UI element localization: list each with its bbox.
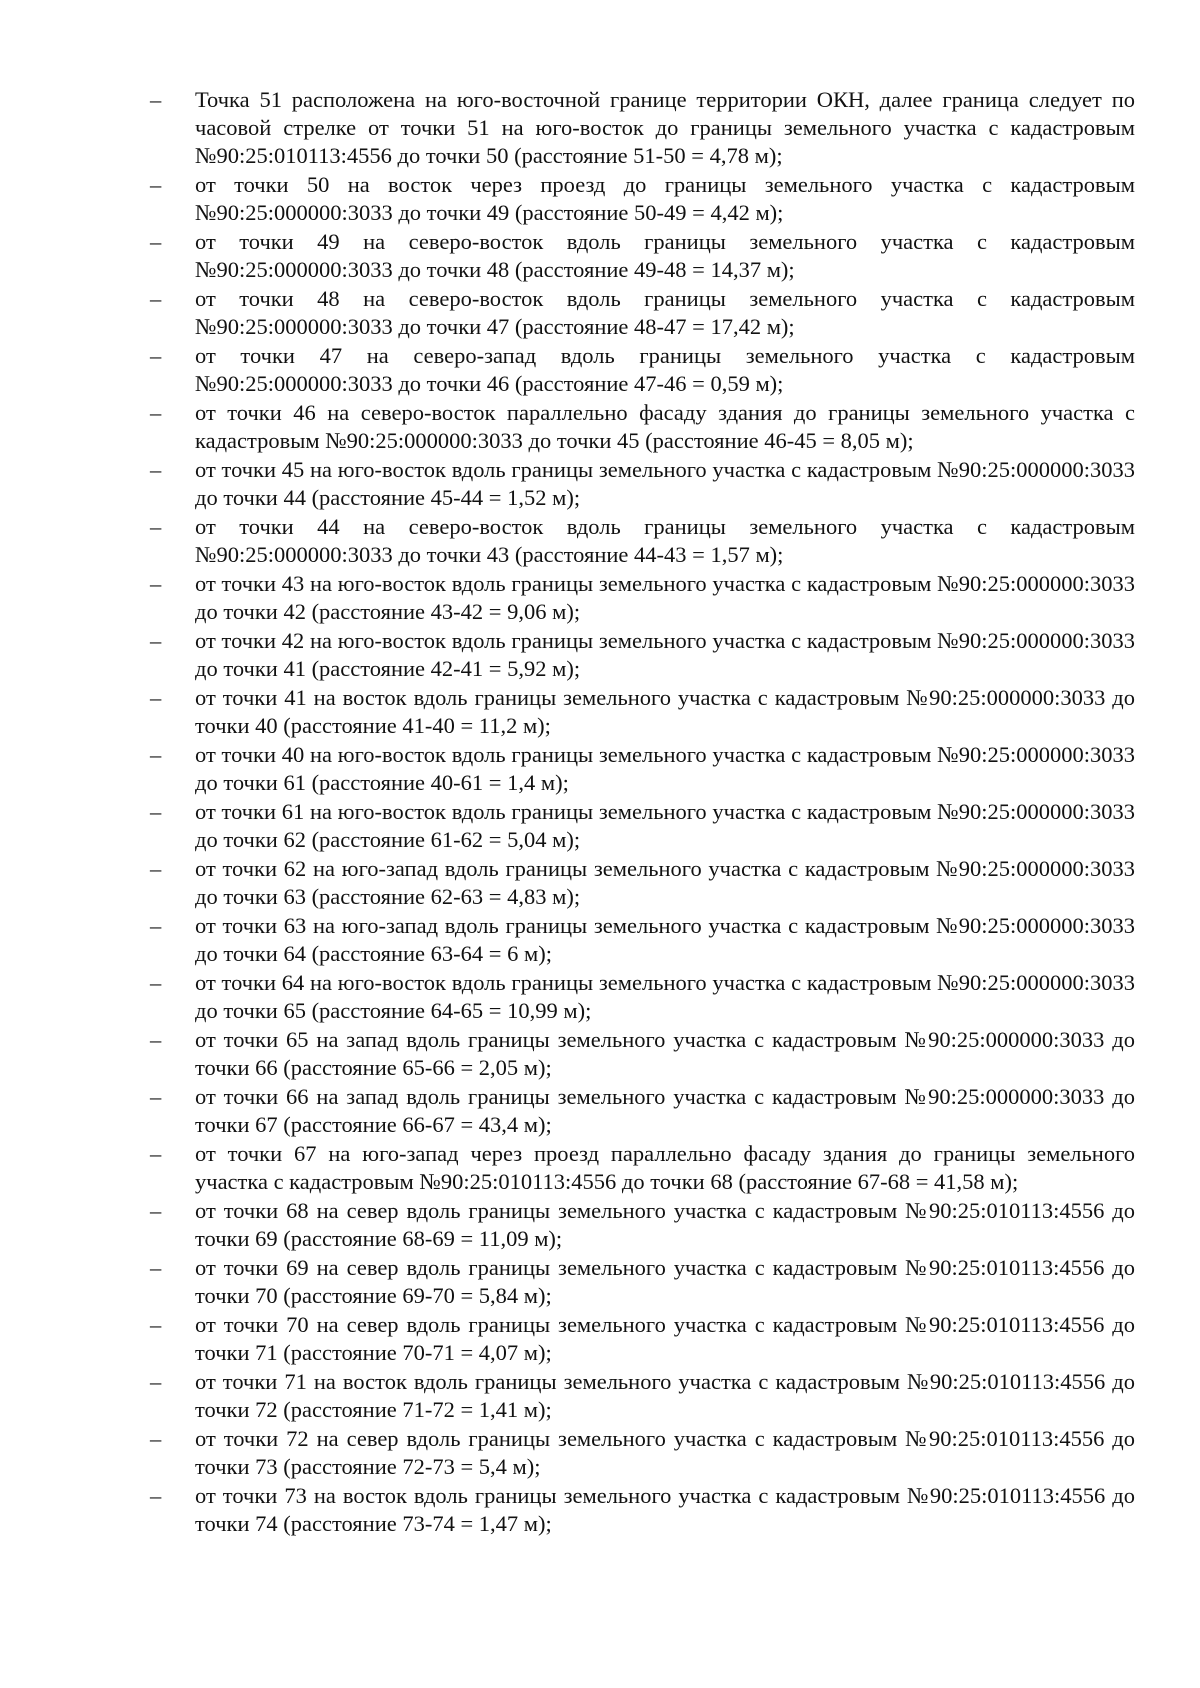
list-item <box>150 513 1135 569</box>
list-item <box>150 171 1135 227</box>
list-item <box>150 684 1135 740</box>
list-item <box>150 456 1135 512</box>
list-item-text: от точки 62 на юго-запад вдоль границы земельного участка с кадастровым №90:25:000000:3033 до точки 63 (расстояние 62-63 = 4,83 м); <box>195 856 1135 909</box>
list-item-text: от точки 46 на северо-восток параллельно фасаду здания до границы земельного участка с кадастровым №90:25:000000:3033 до точки 45 (расстояние 46-45 = 8,05 м); <box>195 400 1135 453</box>
list-bullet-dash: – <box>150 1084 162 1109</box>
list-bullet-dash: – <box>150 457 162 482</box>
list-item-text: от точки 69 на север вдоль границы земельного участка с кадастровым №90:25:010113:4556 до точки 70 (расстояние 69-70 = 5,84 м); <box>195 1255 1135 1308</box>
list-bullet-dash: – <box>150 1369 162 1394</box>
list-item-text: от точки 70 на север вдоль границы земельного участка с кадастровым №90:25:010113:4556 до точки 71 (расстояние 70-71 = 4,07 м); <box>195 1312 1135 1365</box>
list-item-text: от точки 65 на запад вдоль границы земельного участка с кадастровым №90:25:000000:3033 до точки 66 (расстояние 65-66 = 2,05 м); <box>195 1027 1135 1080</box>
list-item-text: от точки 48 на северо-восток вдоль границы земельного участка с кадастровым №90:25:000000:3033 до точки 47 (расстояние 48-47 = 17,42 м); <box>195 286 1135 339</box>
list-bullet-dash: – <box>150 1255 162 1280</box>
list-bullet-dash: – <box>150 87 162 112</box>
list-item <box>150 342 1135 398</box>
list-item-text: от точки 68 на север вдоль границы земельного участка с кадастровым №90:25:010113:4556 до точки 69 (расстояние 68-69 = 11,09 м); <box>195 1198 1135 1251</box>
list-bullet-dash: – <box>150 400 162 425</box>
list-item-text: от точки 41 на восток вдоль границы земельного участка с кадастровым №90:25:000000:3033 до точки 40 (расстояние 41-40 = 11,2 м); <box>195 685 1135 738</box>
list-item <box>150 399 1135 455</box>
list-item <box>150 1482 1135 1538</box>
list-bullet-dash: – <box>150 970 162 995</box>
list-bullet-dash: – <box>150 685 162 710</box>
list-item-text: от точки 40 на юго-восток вдоль границы земельного участка с кадастровым №90:25:000000:3033 до точки 61 (расстояние 40-61 = 1,4 м); <box>195 742 1135 795</box>
list-bullet-dash: – <box>150 856 162 881</box>
list-item <box>150 285 1135 341</box>
list-bullet-dash: – <box>150 571 162 596</box>
list-item <box>150 1425 1135 1481</box>
list-item <box>150 86 1135 170</box>
list-item-text: от точки 72 на север вдоль границы земельного участка с кадастровым №90:25:010113:4556 до точки 73 (расстояние 72-73 = 5,4 м); <box>195 1426 1135 1479</box>
list-item-text: от точки 47 на северо-запад вдоль границы земельного участка с кадастровым №90:25:000000:3033 до точки 46 (расстояние 47-46 = 0,59 м); <box>195 343 1135 396</box>
list-item <box>150 1368 1135 1424</box>
list-item-text: от точки 63 на юго-запад вдоль границы земельного участка с кадастровым №90:25:000000:3033 до точки 64 (расстояние 63-64 = 6 м); <box>195 913 1135 966</box>
list-item <box>150 969 1135 1025</box>
list-bullet-dash: – <box>150 1141 162 1166</box>
list-item-text: от точки 73 на восток вдоль границы земельного участка с кадастровым №90:25:010113:4556 до точки 74 (расстояние 73-74 = 1,47 м); <box>195 1483 1135 1536</box>
list-item <box>150 1254 1135 1310</box>
list-bullet-dash: – <box>150 229 162 254</box>
list-bullet-dash: – <box>150 514 162 539</box>
list-item <box>150 1083 1135 1139</box>
list-item-text: от точки 71 на восток вдоль границы земельного участка с кадастровым №90:25:010113:4556 до точки 72 (расстояние 71-72 = 1,41 м); <box>195 1369 1135 1422</box>
list-bullet-dash: – <box>150 343 162 368</box>
list-item <box>150 228 1135 284</box>
list-item <box>150 1197 1135 1253</box>
list-bullet-dash: – <box>150 628 162 653</box>
list-item-text: от точки 50 на восток через проезд до границы земельного участка с кадастровым №90:25:000000:3033 до точки 49 (расстояние 50-49 = 4,42 м); <box>195 172 1135 225</box>
list-item-text: от точки 45 на юго-восток вдоль границы земельного участка с кадастровым №90:25:000000:3033 до точки 44 (расстояние 45-44 = 1,52 м); <box>195 457 1135 510</box>
list-item <box>150 798 1135 854</box>
list-item <box>150 912 1135 968</box>
list-item-text: Точка 51 расположена на юго-восточной границе территории ОКН, далее граница следует по часовой стрелке от точки 51 на юго-восток до границы земельного участка с кадастровым №90:25:010113:4556 до точки 50 (расстояние 51-50 = 4,78 м); <box>195 87 1135 168</box>
list-bullet-dash: – <box>150 913 162 938</box>
list-item <box>150 627 1135 683</box>
list-item <box>150 1140 1135 1196</box>
list-item <box>150 855 1135 911</box>
boundary-description-list <box>150 86 1135 1539</box>
list-bullet-dash: – <box>150 172 162 197</box>
list-item <box>150 741 1135 797</box>
list-bullet-dash: – <box>150 742 162 767</box>
list-item-text: от точки 61 на юго-восток вдоль границы земельного участка с кадастровым №90:25:000000:3033 до точки 62 (расстояние 61-62 = 5,04 м); <box>195 799 1135 852</box>
list-bullet-dash: – <box>150 1312 162 1337</box>
list-bullet-dash: – <box>150 286 162 311</box>
list-item-text: от точки 44 на северо-восток вдоль границы земельного участка с кадастровым №90:25:000000:3033 до точки 43 (расстояние 44-43 = 1,57 м); <box>195 514 1135 567</box>
list-bullet-dash: – <box>150 1198 162 1223</box>
list-item <box>150 1026 1135 1082</box>
list-item-text: от точки 64 на юго-восток вдоль границы земельного участка с кадастровым №90:25:000000:3033 до точки 65 (расстояние 64-65 = 10,99 м); <box>195 970 1135 1023</box>
list-item-text: от точки 66 на запад вдоль границы земельного участка с кадастровым №90:25:000000:3033 до точки 67 (расстояние 66-67 = 43,4 м); <box>195 1084 1135 1137</box>
list-item-text: от точки 67 на юго-запад через проезд параллельно фасаду здания до границы земельного участка с кадастровым №90:25:010113:4556 до точки 68 (расстояние 67-68 = 41,58 м); <box>195 1141 1135 1194</box>
list-bullet-dash: – <box>150 1483 162 1508</box>
list-bullet-dash: – <box>150 1426 162 1451</box>
list-item-text: от точки 42 на юго-восток вдоль границы земельного участка с кадастровым №90:25:000000:3033 до точки 41 (расстояние 42-41 = 5,92 м); <box>195 628 1135 681</box>
list-item-text: от точки 43 на юго-восток вдоль границы земельного участка с кадастровым №90:25:000000:3033 до точки 42 (расстояние 43-42 = 9,06 м); <box>195 571 1135 624</box>
list-item-text: от точки 49 на северо-восток вдоль границы земельного участка с кадастровым №90:25:000000:3033 до точки 48 (расстояние 49-48 = 14,37 м); <box>195 229 1135 282</box>
list-item <box>150 570 1135 626</box>
list-item <box>150 1311 1135 1367</box>
list-bullet-dash: – <box>150 799 162 824</box>
list-bullet-dash: – <box>150 1027 162 1052</box>
